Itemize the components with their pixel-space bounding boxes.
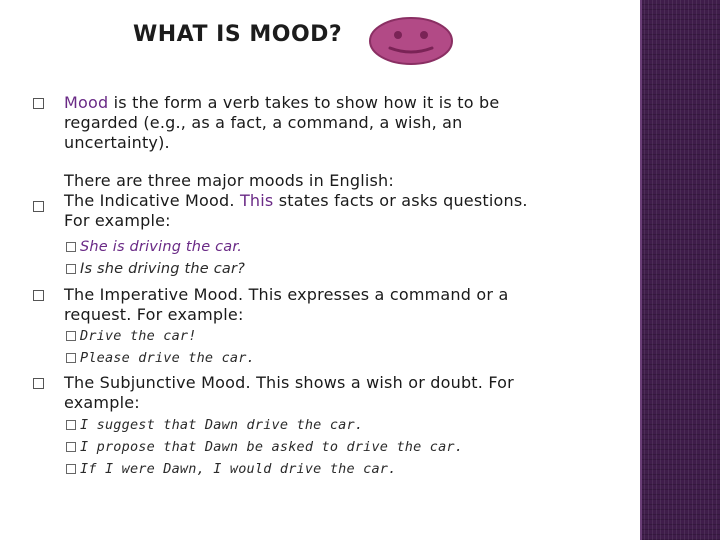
smiley-face-icon — [368, 16, 454, 66]
imperative-heading: The Imperative Mood — [64, 285, 238, 304]
square-bullet-icon — [66, 442, 76, 452]
square-bullet-icon — [33, 378, 44, 389]
example-list-item: Drive the car! — [66, 327, 197, 345]
indicative-line-2: For example: — [64, 211, 171, 230]
mood-term: Mood — [64, 93, 109, 112]
slide-title: WHAT IS MOOD? — [133, 22, 343, 47]
square-bullet-icon — [66, 264, 76, 274]
square-bullet-icon — [33, 98, 44, 109]
sidebar-edge — [640, 0, 642, 540]
indicative-heading: The Indicative Mood — [64, 191, 230, 210]
example-list-item: Please drive the car. — [66, 349, 255, 367]
example-list-item: I suggest that Dawn drive the car. — [66, 416, 363, 434]
square-bullet-icon — [66, 331, 76, 341]
example-list-item: Is she driving the car? — [66, 260, 245, 278]
square-bullet-icon — [66, 242, 76, 252]
indicative-this: This — [234, 191, 274, 210]
example-list-item: She is driving the car. — [66, 238, 242, 256]
intro-line-2: regarded (e.g., as a fact, a command, a wish, an — [64, 113, 463, 132]
square-bullet-icon — [33, 201, 44, 212]
intro-line-1: is the form a verb takes to show how it is to be — [108, 93, 500, 112]
decorative-sidebar — [640, 0, 720, 540]
subjunctive-line-2: example: — [64, 393, 140, 412]
intro-paragraph — [64, 93, 499, 153]
subjunctive-heading: The Subjunctive Mood — [64, 373, 246, 392]
square-bullet-icon — [66, 420, 76, 430]
indicative-paragraph: There are three major moods in English: The Indicative Mood. This states facts or asks questions. For example: — [64, 171, 528, 230]
imperative-line-2: request. For example: — [64, 305, 244, 324]
subjunctive-paragraph: The Subjunctive Mood. This shows a wish or doubt. For example: — [64, 373, 514, 412]
example-list-item: I propose that Dawn be asked to drive the car. — [66, 438, 463, 456]
square-bullet-icon — [66, 353, 76, 363]
imperative-paragraph: The Imperative Mood. This expresses a command or a request. For example: — [64, 285, 509, 324]
example-list-item: If I were Dawn, I would drive the car. — [66, 460, 396, 478]
three-moods-line: There are three major moods in English: — [64, 171, 394, 190]
square-bullet-icon — [66, 464, 76, 474]
square-bullet-icon — [33, 290, 44, 301]
intro-line-3: uncertainty). — [64, 133, 170, 152]
